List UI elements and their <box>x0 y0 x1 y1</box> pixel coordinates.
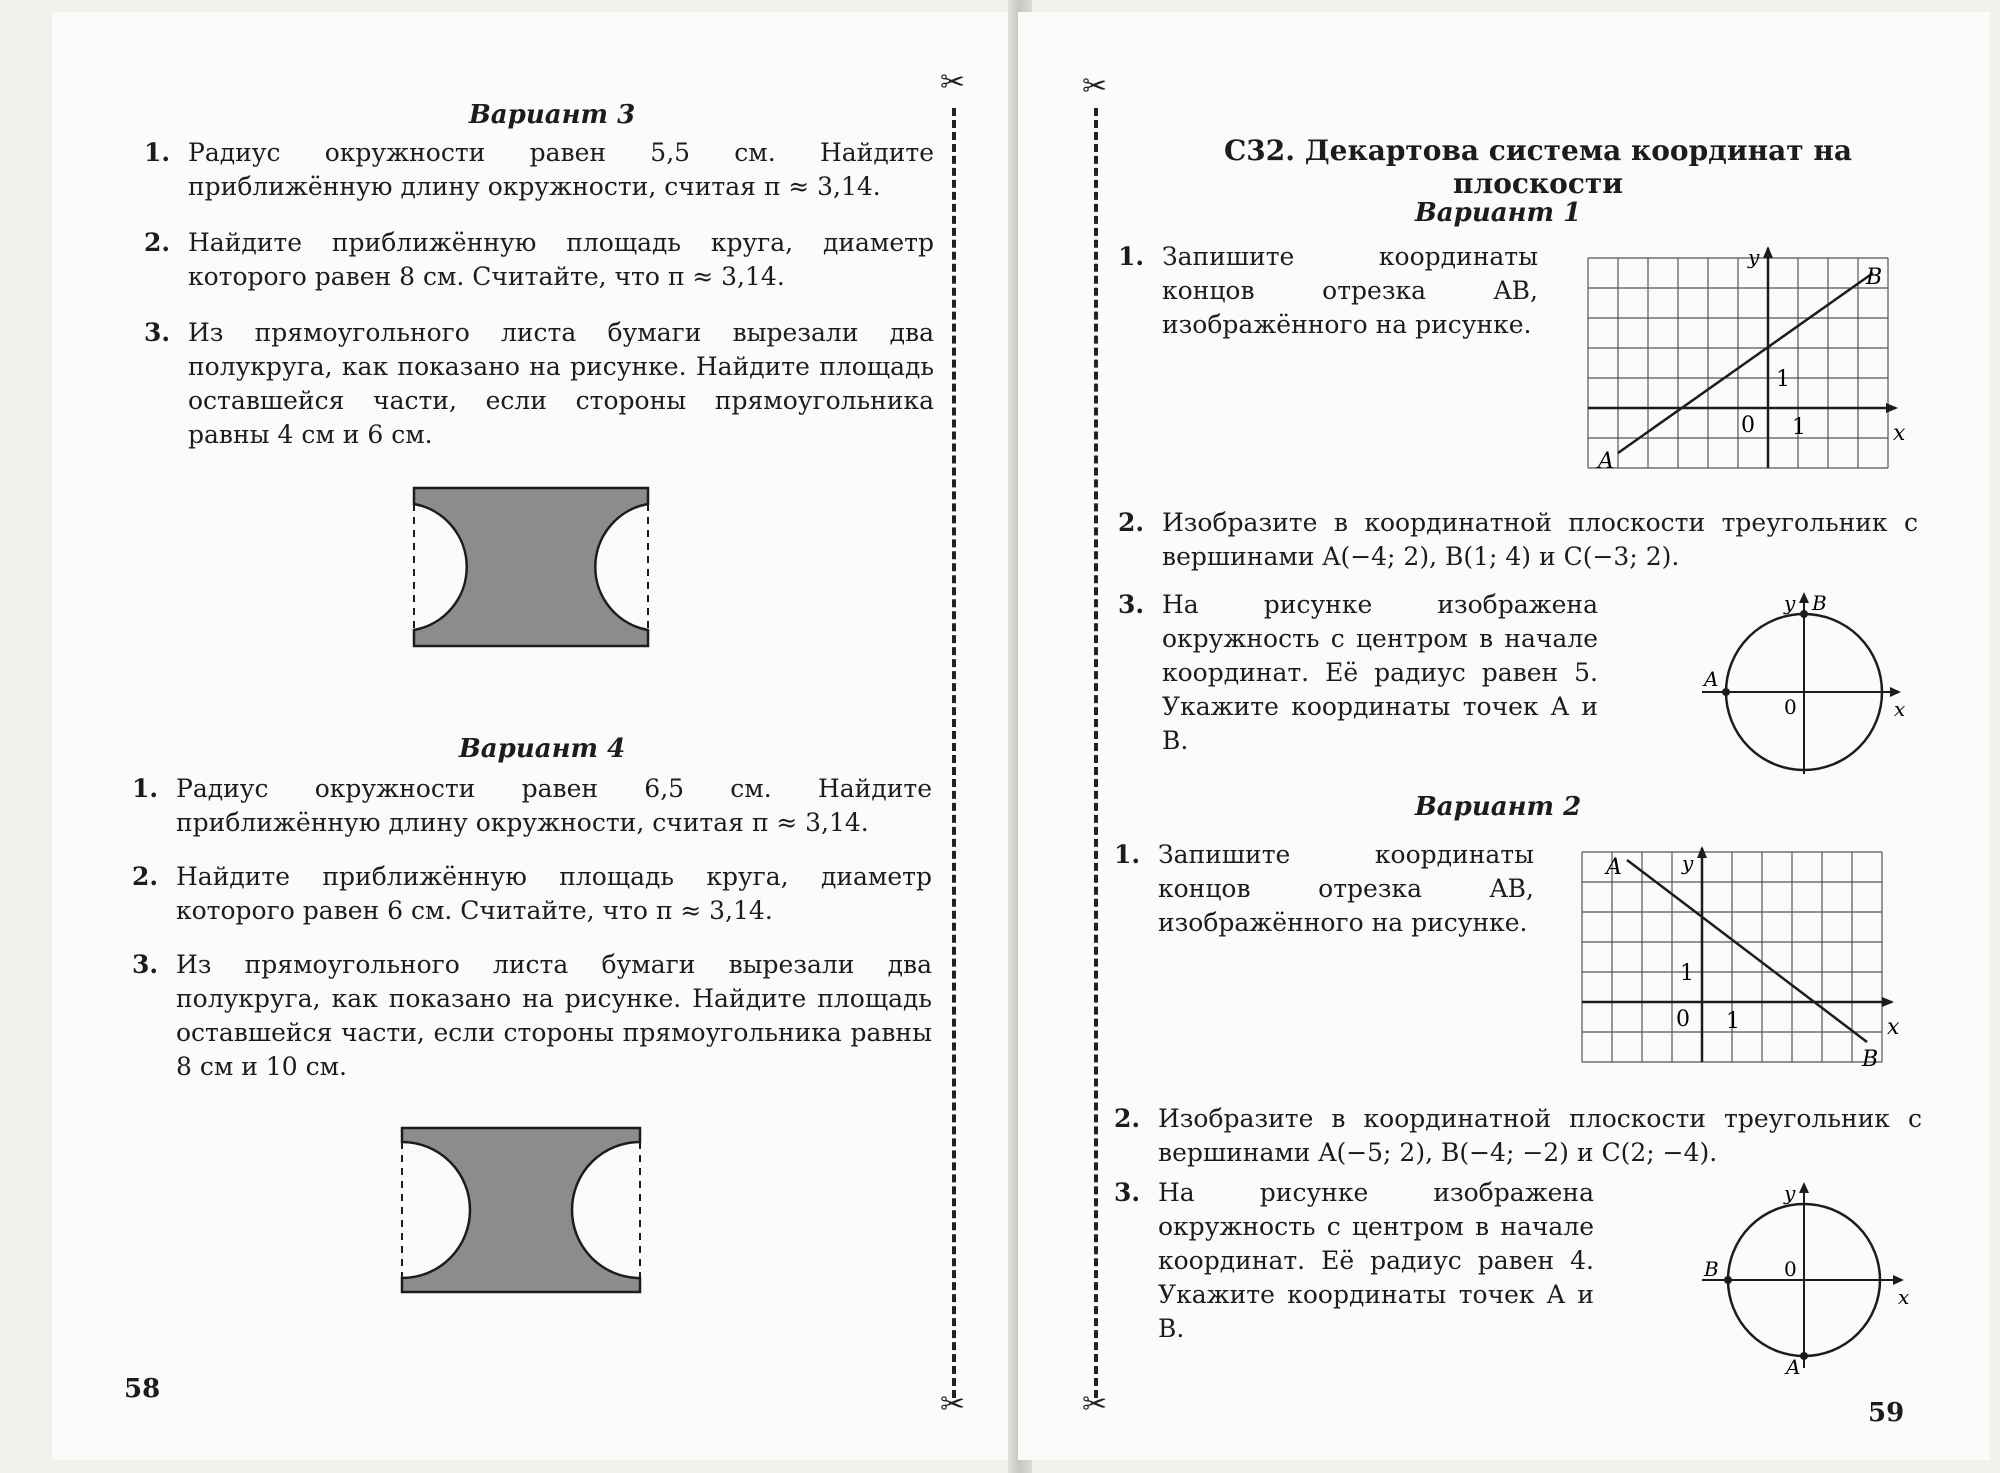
label-a: A <box>1598 449 1614 474</box>
segment-ab <box>1627 860 1867 1042</box>
y-axis-arrow <box>1799 1182 1809 1193</box>
problem-text: Запишите координаты концов отрезка AB, изображённого на рисунке. <box>1162 242 1538 339</box>
label-y: y <box>1784 1181 1796 1205</box>
label-x: x <box>1893 421 1906 446</box>
label-a: A <box>1786 1355 1801 1379</box>
cut-line-left <box>952 108 956 1398</box>
label-b: B <box>1866 265 1883 290</box>
page-number-left: 58 <box>124 1374 161 1404</box>
label-y: y <box>1682 851 1694 875</box>
cut-line-right <box>1094 108 1098 1398</box>
label-a: A <box>1606 855 1622 880</box>
problem-number: 2. <box>1114 1104 1141 1133</box>
variant4-title: Вариант 4 <box>458 734 626 764</box>
problem-number: 1. <box>132 774 159 803</box>
right-page <box>1018 12 1990 1460</box>
problem-text: На рисунке изображена окружность с центром в начале координат. Её радиус равен 4. Укажите координаты точек A и B. <box>1158 1178 1594 1343</box>
coordinate-grid-v1 <box>1578 244 1904 484</box>
label-b: B <box>1862 1047 1879 1072</box>
point-b <box>1800 610 1808 618</box>
label-b: B <box>1704 1257 1719 1281</box>
problem-number: 3. <box>144 318 171 347</box>
scissors-icon: ✂ <box>1082 1387 1108 1422</box>
v1-problem-2 <box>1118 506 1918 574</box>
problem-text: Из прямоугольного листа бумаги вырезали два полукруга, как показано на рисунке. Найдите площадь оставшейся части, если стороны прямоугольника равны 8 см и 10 см. <box>176 950 932 1081</box>
cut-rectangle-figure-v4 <box>396 1122 646 1298</box>
problem-text: На рисунке изображена окружность с центром в начале координат. Её радиус равен 5. Укажите координаты точек A и B. <box>1162 590 1598 755</box>
label-origin: 0 <box>1676 1007 1690 1032</box>
point-a <box>1722 688 1730 696</box>
page-number-right: 59 <box>1868 1398 1905 1428</box>
problem-text: Изобразите в координатной плоскости треугольник с вершинами A(−5; 2), B(−4; −2) и C(2; −4). <box>1158 1104 1922 1167</box>
v4-problem-2 <box>132 860 932 928</box>
variant2-title: Вариант 2 <box>1414 792 1582 822</box>
x-axis-arrow <box>1882 997 1894 1007</box>
v2-problem-2 <box>1114 1102 1922 1170</box>
label-origin: 0 <box>1741 413 1755 438</box>
problem-number: 1. <box>144 138 171 167</box>
label-y: y <box>1784 591 1796 615</box>
scissors-icon: ✂ <box>1082 69 1108 104</box>
label-origin: 0 <box>1784 1257 1797 1281</box>
problem-number: 3. <box>132 950 159 979</box>
y-axis-arrow <box>1763 246 1773 258</box>
label-origin: 0 <box>1784 695 1797 719</box>
label-one-y: 1 <box>1680 961 1694 986</box>
x-axis-arrow <box>1890 687 1901 697</box>
shaded-remaining-part <box>414 488 648 646</box>
y-axis-arrow <box>1799 592 1809 603</box>
section-heading: С32. Декартова система координат на плоскости <box>1224 134 1852 200</box>
label-y: y <box>1748 245 1760 269</box>
problem-text: Радиус окружности равен 5,5 см. Найдите приближённую длину окружности, считая π ≈ 3,14. <box>188 138 934 201</box>
circle-figure-v2 <box>1694 1176 1920 1379</box>
coordinate-grid-v2 <box>1572 846 1902 1076</box>
label-one-y: 1 <box>1776 367 1790 392</box>
problem-number: 1. <box>1114 840 1141 869</box>
v4-problem-1 <box>132 772 932 840</box>
problem-number: 2. <box>1118 508 1145 537</box>
variant3-title: Вариант 3 <box>468 100 636 130</box>
label-x: x <box>1887 1015 1900 1040</box>
left-page <box>52 12 1024 1460</box>
grid-lines <box>1588 258 1888 468</box>
label-one-x: 1 <box>1726 1009 1740 1034</box>
v1-problem-3 <box>1118 588 1598 758</box>
scissors-icon: ✂ <box>940 1387 966 1422</box>
scissors-icon: ✂ <box>940 65 966 100</box>
v3-problem-3 <box>144 316 934 452</box>
v2-problem-3 <box>1114 1176 1594 1346</box>
variant1-title: Вариант 1 <box>1414 198 1582 228</box>
v1-problem-1 <box>1118 240 1538 342</box>
problem-number: 2. <box>144 228 171 257</box>
label-one-x: 1 <box>1792 415 1806 440</box>
problem-text: Запишите координаты концов отрезка AB, изображённого на рисунке. <box>1158 840 1534 937</box>
problem-text: Изобразите в координатной плоскости треугольник с вершинами A(−4; 2), B(1; 4) и C(−3; 2). <box>1162 508 1918 571</box>
v3-problem-2 <box>144 226 934 294</box>
cut-rectangle-figure-v3 <box>408 482 654 652</box>
problem-text: Найдите приближённую площадь круга, диаметр которого равен 6 см. Считайте, что π ≈ 3,14. <box>176 862 932 925</box>
problem-number: 3. <box>1114 1178 1141 1207</box>
problem-number: 2. <box>132 862 159 891</box>
v3-problem-1 <box>144 136 934 204</box>
label-b: B <box>1812 591 1827 615</box>
label-a: A <box>1704 667 1719 691</box>
shaded-remaining-part <box>402 1128 640 1292</box>
v4-problem-3 <box>132 948 932 1084</box>
x-axis-arrow <box>1893 1275 1904 1285</box>
label-x: x <box>1898 1285 1910 1309</box>
x-axis-arrow <box>1886 403 1898 413</box>
point-b <box>1724 1276 1732 1284</box>
circle-figure-v1 <box>1694 586 1914 776</box>
v2-problem-1 <box>1114 838 1534 940</box>
problem-text: Найдите приближённую площадь круга, диаметр которого равен 8 см. Считайте, что π ≈ 3,14. <box>188 228 934 291</box>
problem-text: Радиус окружности равен 6,5 см. Найдите приближённую длину окружности, считая π ≈ 3,14. <box>176 774 932 837</box>
label-x: x <box>1894 697 1906 721</box>
problem-number: 3. <box>1118 590 1145 619</box>
problem-number: 1. <box>1118 242 1145 271</box>
problem-text: Из прямоугольного листа бумаги вырезали два полукруга, как показано на рисунке. Найдите площадь оставшейся части, если стороны прямоугольника равны 4 см и 6 см. <box>188 318 934 449</box>
point-a <box>1800 1352 1808 1360</box>
